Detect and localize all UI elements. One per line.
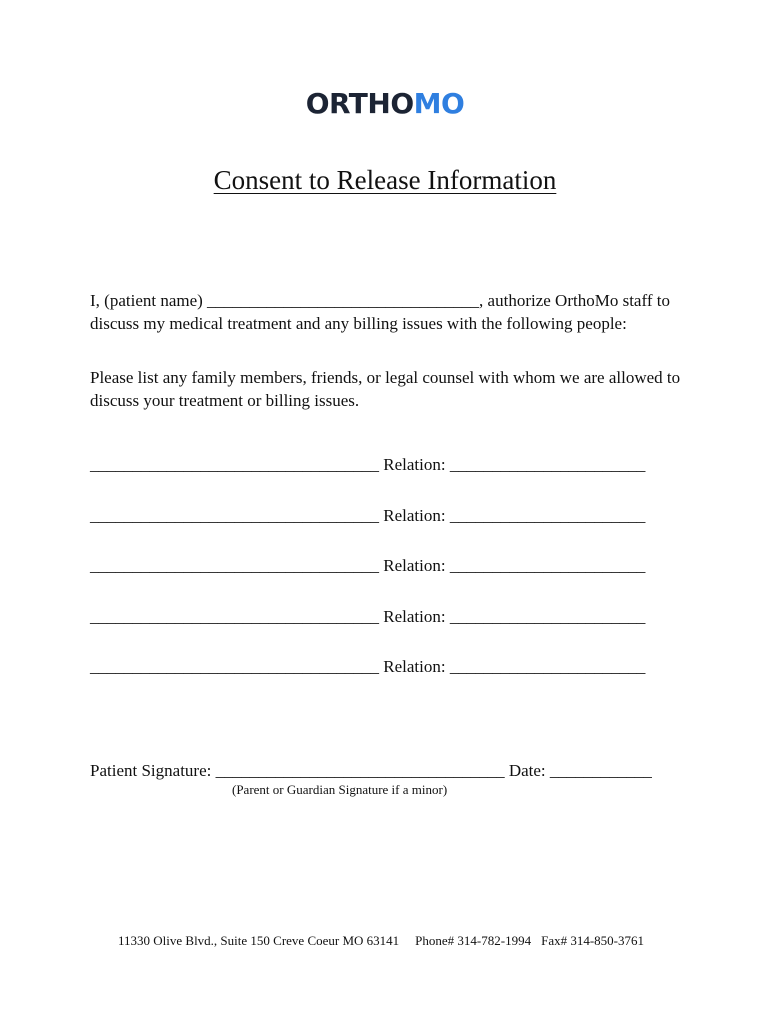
relation-row[interactable] [90, 505, 645, 527]
contact-name-line[interactable]: __________________________________ [90, 607, 379, 626]
date-label: Date: [508, 761, 546, 780]
contact-name-line[interactable]: __________________________________ [90, 556, 379, 575]
instructions-paragraph: Please list any family members, friends, or legal counsel with whom we are allowed to discuss your treatment or billing issues. [90, 368, 681, 410]
relation-line[interactable]: _______________________ [449, 607, 646, 626]
footer-address: 11330 Olive Blvd., Suite 150 Creve Coeur MO 63141 [118, 933, 400, 948]
relation-line[interactable]: _______________________ [449, 556, 646, 575]
footer [118, 932, 644, 950]
logo-part-ortho: ORTHO [305, 87, 414, 120]
relation-row[interactable] [90, 454, 645, 476]
relation-label: Relation: [383, 455, 446, 474]
relation-label: Relation: [383, 607, 446, 626]
date-line[interactable]: ____________ [549, 761, 652, 780]
footer-phone: Phone# 314-782-1994 [415, 933, 532, 948]
contact-name-line[interactable]: __________________________________ [90, 506, 379, 525]
relation-row[interactable] [90, 555, 645, 577]
orthomo-logo [0, 86, 770, 122]
relation-line[interactable]: _______________________ [449, 657, 646, 676]
logo-part-mo: MO [413, 87, 465, 120]
page-title: Consent to Release Information [213, 165, 557, 195]
relation-label: Relation: [383, 556, 446, 575]
contact-name-line[interactable]: __________________________________ [90, 455, 379, 474]
relation-row[interactable] [90, 656, 645, 678]
relation-line[interactable]: _______________________ [449, 506, 646, 525]
relation-label: Relation: [383, 657, 446, 676]
signature-note: (Parent or Guardian Signature if a minor) [232, 782, 448, 797]
footer-fax: Fax# 314-850-3761 [541, 933, 645, 948]
relation-row[interactable] [90, 606, 645, 628]
relation-label: Relation: [383, 506, 446, 525]
relation-line[interactable]: _______________________ [449, 455, 646, 474]
signature-label: Patient Signature: [90, 761, 212, 780]
contact-name-line[interactable]: __________________________________ [90, 657, 379, 676]
signature-row[interactable] [90, 760, 652, 782]
signature-line[interactable]: __________________________________ [215, 761, 505, 780]
authorization-paragraph: I, (patient name) ________________________________, authorize OrthoMo staff to discuss my medical treatment and any billing issues with the following people: [90, 291, 670, 333]
